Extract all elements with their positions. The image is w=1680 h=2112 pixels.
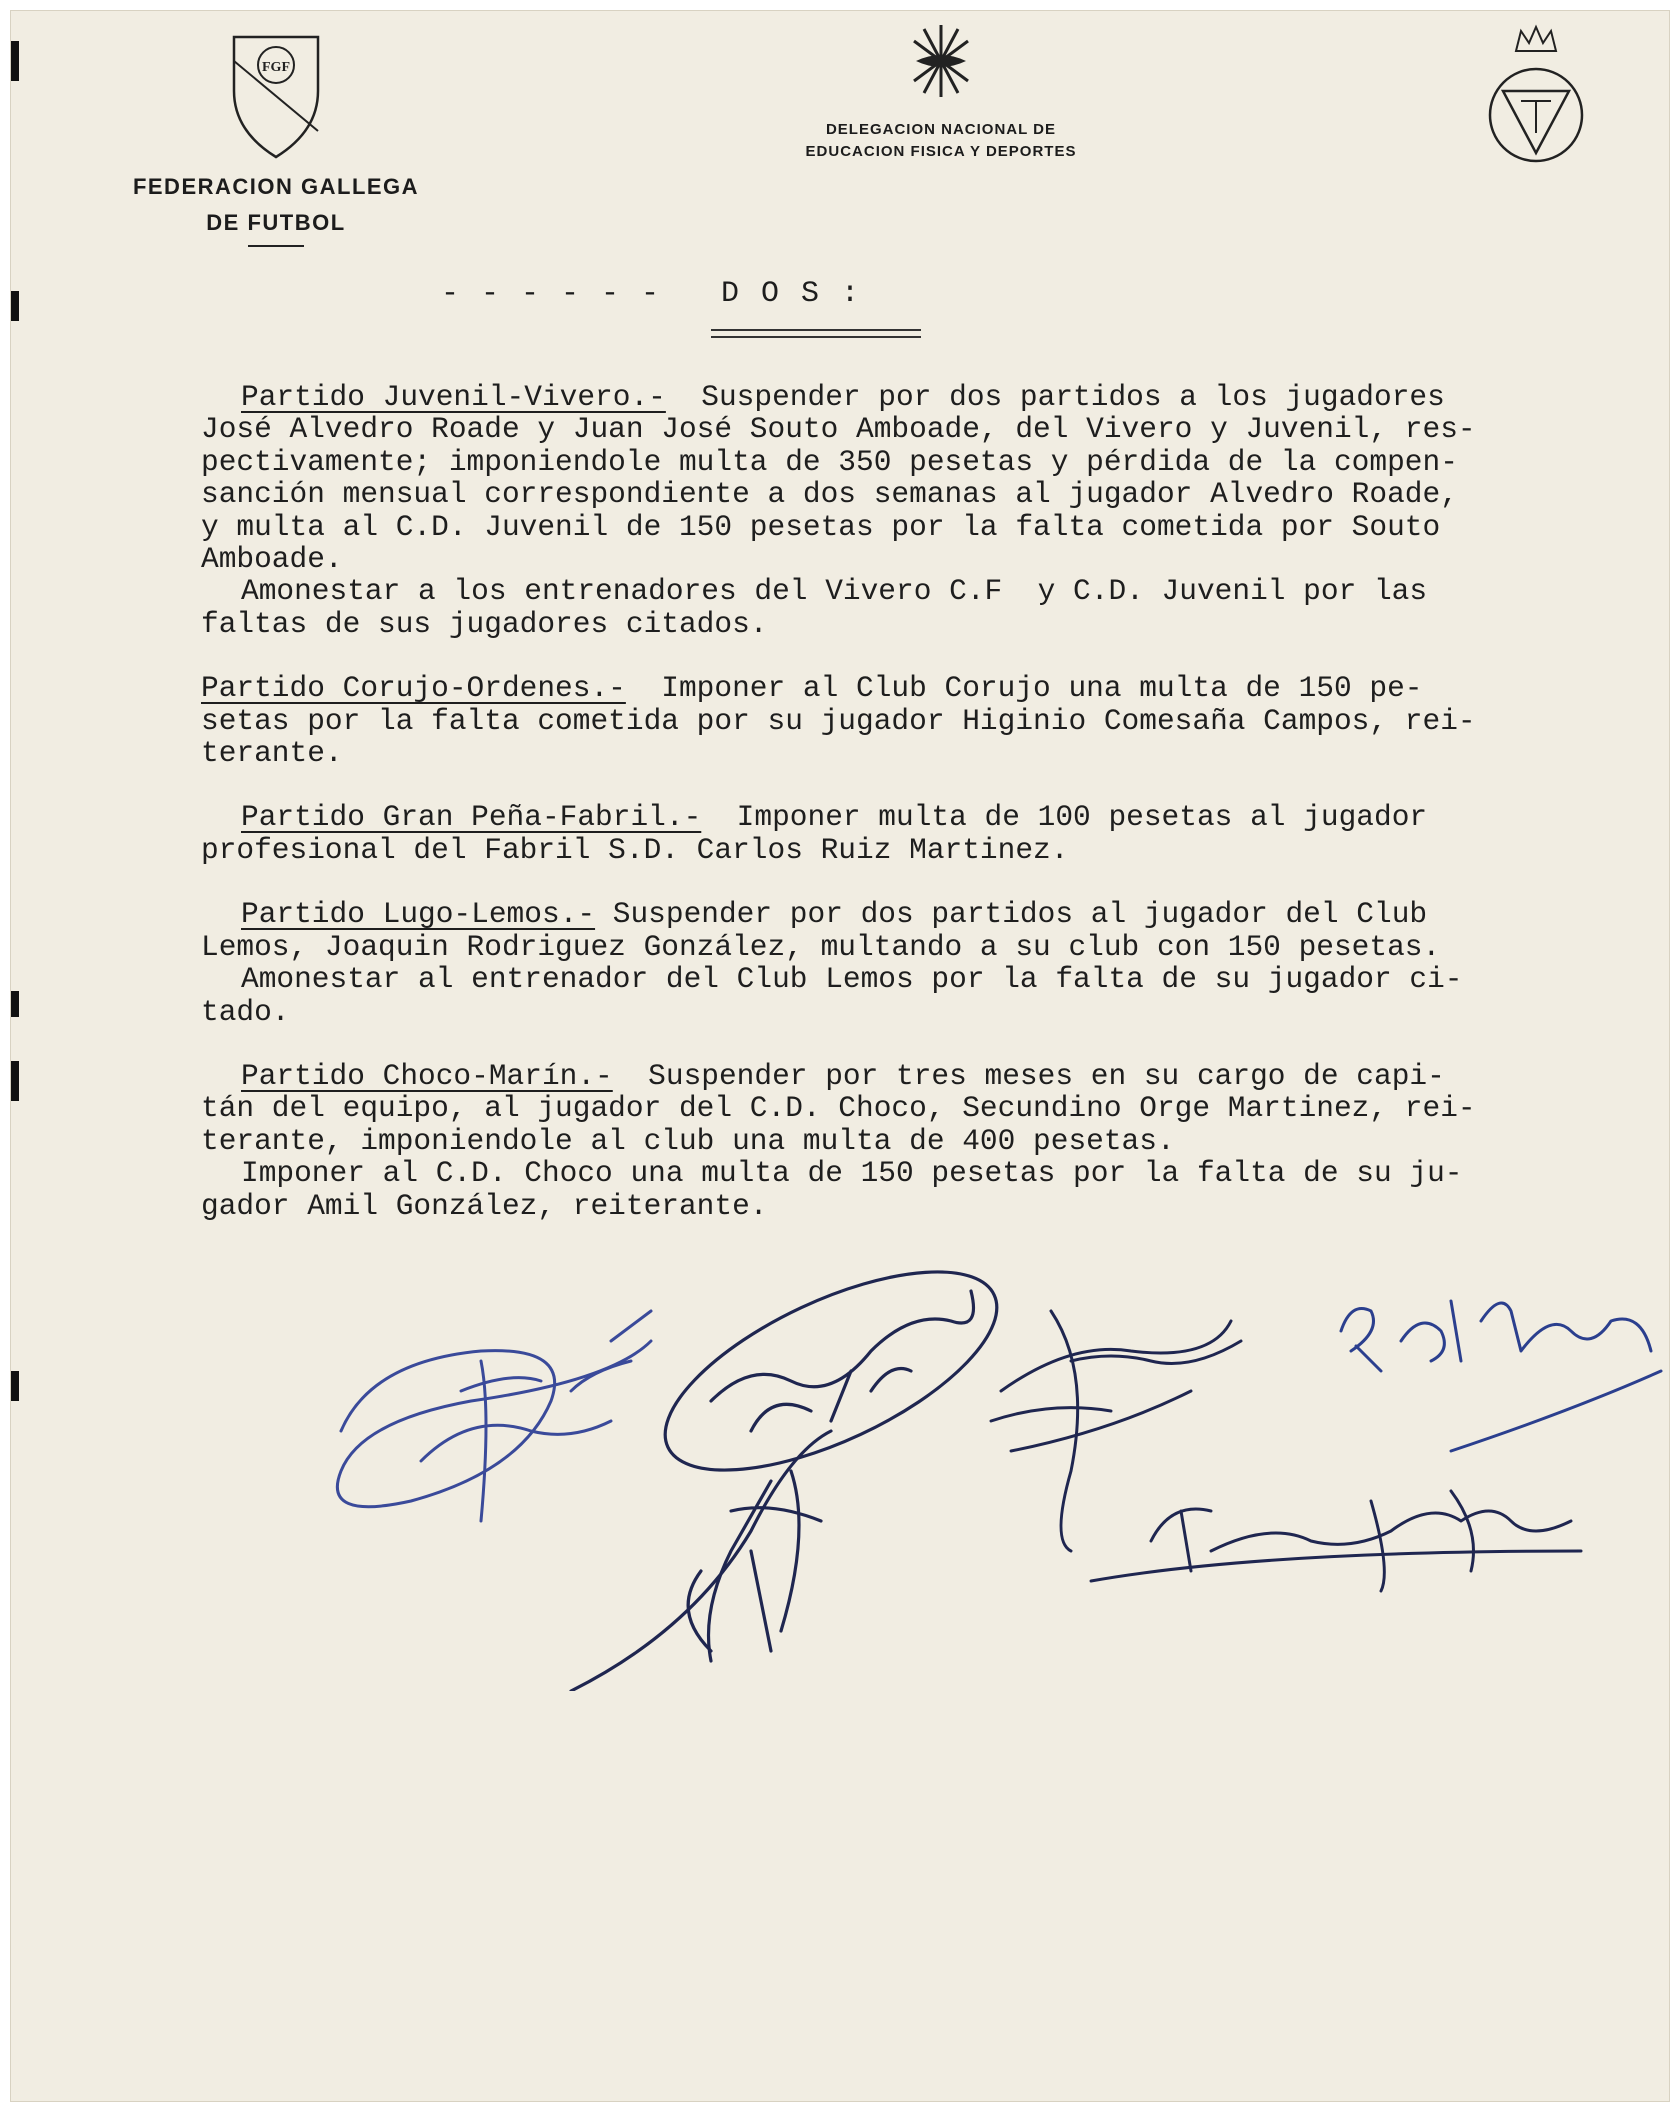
resolution-line: José Alvedro Roade y Juan José Souto Amboade, del Vivero y Juvenil, res-	[201, 412, 1476, 447]
scan-edge-mark	[11, 1371, 19, 1401]
federation-emblem-text: FGF	[262, 60, 290, 75]
signature-1	[337, 1311, 651, 1521]
resolution-text: Imponer multa de 100 pesetas al jugador	[701, 800, 1428, 835]
rfef-crest-icon	[1481, 21, 1591, 176]
resolution-title: Partido Corujo-Ordenes.-	[201, 671, 626, 706]
resolution-line: tado.	[201, 994, 290, 1029]
resolution-line: Amonestar al entrenador del Club Lemos por la falta de su jugador ci-	[241, 962, 1463, 997]
resolution-line: y multa al C.D. Juvenil de 150 pesetas por la falta cometida por Souto	[201, 509, 1441, 544]
section-heading: - - - - - - D O S :	[441, 277, 862, 311]
resolution-5	[201, 1060, 1661, 1222]
signature-2	[571, 1251, 1024, 1691]
federation-name-line1: FEDERACION GALLEGA	[132, 174, 420, 199]
resolution-line: gador Amil González, reiterante.	[201, 1188, 768, 1223]
signature-4	[1341, 1301, 1661, 1451]
resolution-1	[201, 381, 1661, 640]
handwritten-signatures	[11, 1251, 1670, 1691]
resolution-line: sanción mensual correspondiente a dos semanas al jugador Alvedro Roade,	[201, 477, 1458, 512]
resolution-title: Partido Juvenil-Vivero.-	[241, 380, 666, 414]
resolution-line: Imponer al C.D. Choco una multa de 150 pesetas por la falta de su ju-	[241, 1156, 1463, 1191]
resolution-line: Amboade.	[201, 542, 343, 577]
signature-5	[1091, 1491, 1581, 1591]
federation-name-line2: DE FUTBOL	[206, 210, 346, 235]
document-page	[10, 10, 1670, 2102]
resolution-3	[201, 801, 1661, 866]
yoke-and-arrows-icon	[906, 21, 976, 101]
federation-letterhead	[111, 31, 441, 247]
resolution-2	[201, 672, 1661, 769]
scan-edge-mark	[11, 1061, 19, 1101]
federation-shield-icon	[228, 31, 324, 161]
resolution-text: Suspender por dos partidos al jugador del Club	[595, 897, 1428, 932]
federation-rule	[248, 245, 304, 247]
resolution-title: Partido Choco-Marín.-	[241, 1058, 613, 1093]
resolution-4	[201, 898, 1661, 1028]
resolution-line: faltas de sus jugadores citados.	[201, 606, 768, 641]
resolution-title: Partido Lugo-Lemos.-	[241, 897, 596, 932]
resolution-line: Amonestar a los entrenadores del Vivero C.F y C.D. Juvenil por las	[241, 574, 1428, 609]
scan-edge-mark	[11, 991, 19, 1017]
resolution-text: Imponer al Club Corujo una multa de 150 pe-	[625, 671, 1423, 706]
scan-edge-mark	[11, 291, 19, 321]
delegation-line1: DELEGACION NACIONAL DE	[825, 121, 1057, 138]
resolution-line: Lemos, Joaquin Rodriguez González, multando a su club con 150 pesetas.	[201, 929, 1441, 964]
resolutions-body	[201, 381, 1661, 1254]
scan-edge-mark	[11, 41, 19, 81]
resolution-line: terante.	[201, 736, 343, 771]
resolution-text: Suspender por dos partidos a los jugadores	[665, 380, 1445, 414]
delegation-line2: EDUCACION FISICA Y DEPORTES	[805, 143, 1077, 160]
resolution-text: Suspender por tres meses en su cargo de capi-	[612, 1058, 1445, 1093]
heading-double-rule	[711, 329, 921, 338]
resolution-title: Partido Gran Peña-Fabril.-	[241, 800, 702, 835]
delegation-letterhead	[771, 21, 1111, 163]
resolution-line: pectivamente; imponiendole multa de 350 pesetas y pérdida de la compen-	[201, 444, 1458, 479]
resolution-line: terante, imponiendole al club una multa de 400 pesetas.	[201, 1123, 1175, 1158]
signature-3	[991, 1311, 1241, 1551]
resolution-line: tán del equipo, al jugador del C.D. Choco, Secundino Orge Martinez, rei-	[201, 1091, 1476, 1126]
resolution-line: profesional del Fabril S.D. Carlos Ruiz Martinez.	[201, 832, 1069, 867]
signatures-area	[11, 1251, 1670, 1691]
resolution-line: setas por la falta cometida por su jugador Higinio Comesaña Campos, rei-	[201, 703, 1476, 738]
